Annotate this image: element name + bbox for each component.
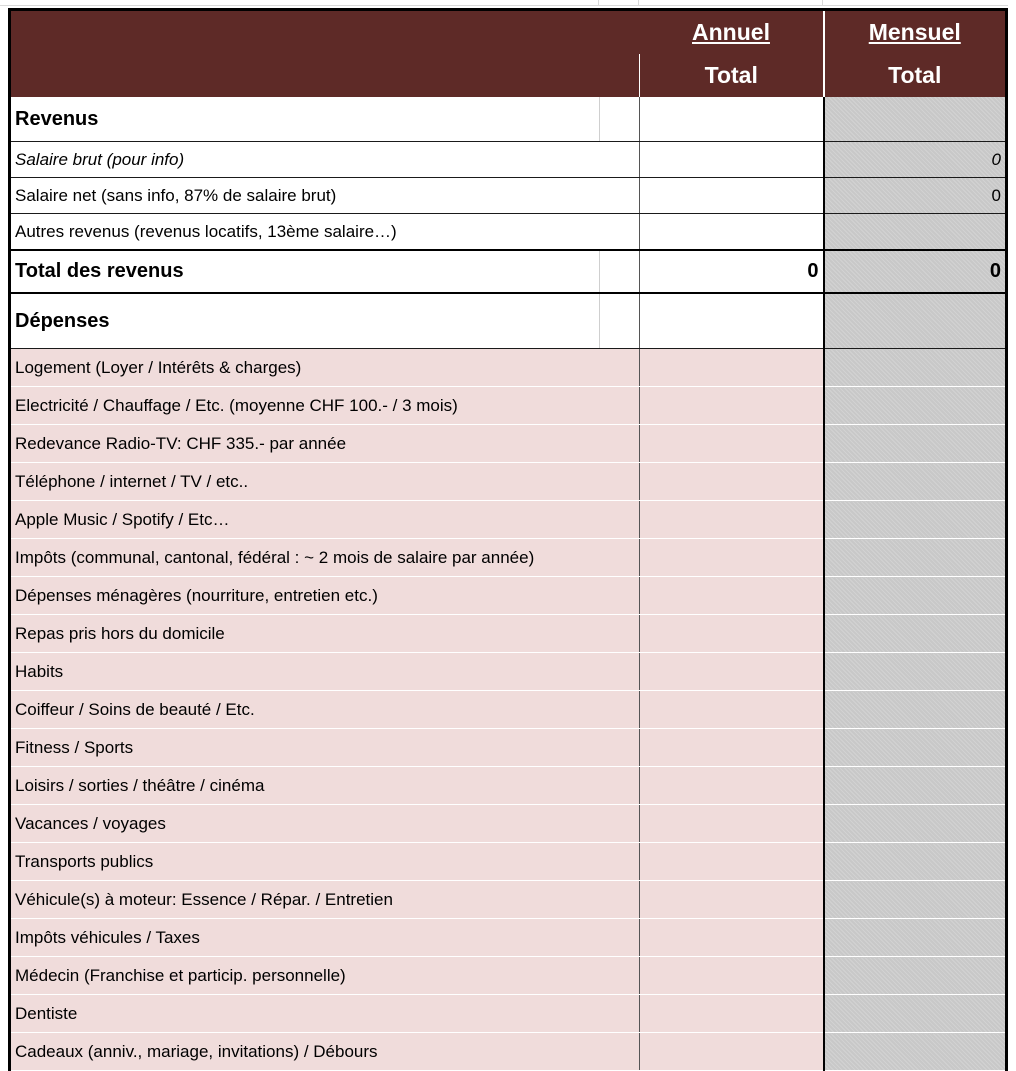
depense-row (10, 577, 1007, 615)
depense-row-label[interactable]: Fitness / Sports (10, 729, 640, 767)
depense-row-label[interactable]: Médecin (Franchise et particip. personnelle) (10, 957, 640, 995)
annuel-cell[interactable] (640, 539, 824, 577)
mensuel-cell[interactable] (824, 577, 1007, 615)
header-mensuel-cell[interactable] (824, 10, 1007, 55)
total-revenus-annuel[interactable]: 0 (640, 250, 824, 293)
depense-row-label[interactable]: Loisirs / sorties / théâtre / cinéma (10, 767, 640, 805)
depense-row (10, 691, 1007, 729)
revenus-row-label[interactable]: Salaire net (sans info, 87% de salaire brut) (10, 178, 640, 214)
depense-row (10, 767, 1007, 805)
mensuel-cell[interactable] (824, 767, 1007, 805)
depense-row (10, 425, 1007, 463)
depense-row (10, 881, 1007, 919)
header-annuel-label: Annuel (692, 19, 770, 45)
mensuel-cell[interactable] (824, 214, 1007, 251)
mensuel-cell[interactable] (824, 957, 1007, 995)
total-revenus-row (10, 250, 1007, 293)
revenus-row (10, 178, 1007, 214)
annuel-cell[interactable] (640, 881, 824, 919)
annuel-cell[interactable] (640, 425, 824, 463)
depense-row-label[interactable]: Vacances / voyages (10, 805, 640, 843)
mensuel-cell[interactable] (824, 463, 1007, 501)
mensuel-cell[interactable] (824, 387, 1007, 425)
depense-row-label[interactable]: Habits (10, 653, 640, 691)
mensuel-cell[interactable] (824, 615, 1007, 653)
mensuel-cell[interactable] (824, 97, 1007, 142)
annuel-cell[interactable] (640, 142, 824, 178)
annuel-cell[interactable] (640, 691, 824, 729)
annuel-cell[interactable] (640, 349, 824, 387)
depense-row (10, 539, 1007, 577)
depense-row-label[interactable]: Téléphone / internet / TV / etc.. (10, 463, 640, 501)
depense-row-label[interactable]: Transports publics (10, 843, 640, 881)
annuel-cell[interactable] (640, 615, 824, 653)
depense-row (10, 1033, 1007, 1071)
depense-row (10, 463, 1007, 501)
annuel-cell[interactable] (640, 387, 824, 425)
sheet-margin (1008, 0, 1016, 1036)
mensuel-cell[interactable] (824, 501, 1007, 539)
mensuel-cell[interactable] (824, 539, 1007, 577)
depense-row (10, 349, 1007, 387)
sheet-gridline (0, 0, 1016, 6)
annuel-cell[interactable] (640, 653, 824, 691)
depenses-section-row (10, 293, 1007, 349)
revenus-row (10, 142, 1007, 178)
depense-row-label[interactable]: Coiffeur / Soins de beauté / Etc. (10, 691, 640, 729)
depenses-title[interactable]: Dépenses (10, 293, 600, 349)
annuel-cell[interactable] (640, 805, 824, 843)
revenus-row-label[interactable]: Autres revenus (revenus locatifs, 13ème salaire…) (10, 214, 640, 251)
annuel-cell[interactable] (640, 293, 824, 349)
header-row-total (10, 54, 1007, 97)
depense-row (10, 501, 1007, 539)
annuel-cell[interactable] (640, 577, 824, 615)
annuel-cell[interactable] (640, 214, 824, 251)
depense-row-label[interactable]: Véhicule(s) à moteur: Essence / Répar. / Entretien (10, 881, 640, 919)
depense-row-label[interactable]: Cadeaux (anniv., mariage, invitations) / Débours (10, 1033, 640, 1071)
header-total-annuel-label: Total (704, 62, 758, 88)
annuel-cell[interactable] (640, 767, 824, 805)
depense-row-label[interactable]: Impôts (communal, cantonal, fédéral : ~ 2 mois de salaire par année) (10, 539, 640, 577)
annuel-cell[interactable] (640, 97, 824, 142)
mensuel-cell[interactable] (824, 293, 1007, 349)
mensuel-cell[interactable] (824, 691, 1007, 729)
annuel-cell[interactable] (640, 843, 824, 881)
header-total-mensuel-cell[interactable] (824, 54, 1007, 97)
total-revenus-mensuel[interactable]: 0 (824, 250, 1007, 293)
header-total-annuel-cell[interactable] (640, 54, 824, 97)
header-annuel-cell[interactable] (640, 10, 824, 55)
mensuel-cell[interactable] (824, 919, 1007, 957)
mensuel-cell[interactable] (824, 881, 1007, 919)
annuel-cell[interactable] (640, 501, 824, 539)
depense-row-label[interactable]: Apple Music / Spotify / Etc… (10, 501, 640, 539)
revenus-title[interactable]: Revenus (10, 97, 600, 142)
mensuel-cell[interactable] (824, 843, 1007, 881)
depense-row (10, 387, 1007, 425)
sheet-gridline (598, 0, 599, 6)
mensuel-cell[interactable] (824, 805, 1007, 843)
annuel-cell[interactable] (640, 178, 824, 214)
depense-row-label[interactable]: Dépenses ménagères (nourriture, entretien etc.) (10, 577, 640, 615)
spacer-cell[interactable] (600, 250, 640, 293)
depense-row-label[interactable]: Dentiste (10, 995, 640, 1033)
annuel-cell[interactable] (640, 919, 824, 957)
header-blank-cell[interactable] (10, 10, 640, 55)
depense-row (10, 919, 1007, 957)
depense-row-label[interactable]: Logement (Loyer / Intérêts & charges) (10, 349, 640, 387)
annuel-cell[interactable] (640, 995, 824, 1033)
annuel-cell[interactable] (640, 463, 824, 501)
depense-row (10, 805, 1007, 843)
total-revenus-label[interactable]: Total des revenus (10, 250, 600, 293)
mensuel-cell[interactable] (824, 1033, 1007, 1071)
annuel-cell[interactable] (640, 957, 824, 995)
revenus-row-label[interactable]: Salaire brut (pour info) (10, 142, 640, 178)
depense-row (10, 653, 1007, 691)
depense-row-label[interactable]: Impôts véhicules / Taxes (10, 919, 640, 957)
sheet-gridline (638, 0, 639, 6)
mensuel-cell[interactable] (824, 729, 1007, 767)
depense-row (10, 843, 1007, 881)
budget-table (8, 8, 1008, 1071)
depense-row-label[interactable]: Redevance Radio-TV: CHF 335.- par année (10, 425, 640, 463)
annuel-cell[interactable] (640, 1033, 824, 1071)
depense-row-label[interactable]: Repas pris hors du domicile (10, 615, 640, 653)
mensuel-cell[interactable]: 0 (824, 142, 1007, 178)
depense-row (10, 995, 1007, 1033)
header-row-period (10, 10, 1007, 55)
revenus-section-row (10, 97, 1007, 142)
spacer-cell[interactable] (600, 97, 640, 142)
spacer-cell[interactable] (600, 293, 640, 349)
annuel-cell[interactable] (640, 729, 824, 767)
mensuel-cell[interactable] (824, 995, 1007, 1033)
depense-row-label[interactable]: Electricité / Chauffage / Etc. (moyenne CHF 100.- / 3 mois) (10, 387, 640, 425)
mensuel-cell[interactable] (824, 653, 1007, 691)
mensuel-cell[interactable] (824, 349, 1007, 387)
mensuel-cell[interactable]: 0 (824, 178, 1007, 214)
depense-row (10, 615, 1007, 653)
header-blank-cell[interactable] (10, 54, 640, 97)
mensuel-cell[interactable] (824, 425, 1007, 463)
header-mensuel-label: Mensuel (868, 19, 961, 45)
sheet-gridline (822, 0, 823, 6)
revenus-row (10, 214, 1007, 251)
depense-row (10, 957, 1007, 995)
depense-row (10, 729, 1007, 767)
header-total-mensuel-label: Total (888, 62, 942, 88)
